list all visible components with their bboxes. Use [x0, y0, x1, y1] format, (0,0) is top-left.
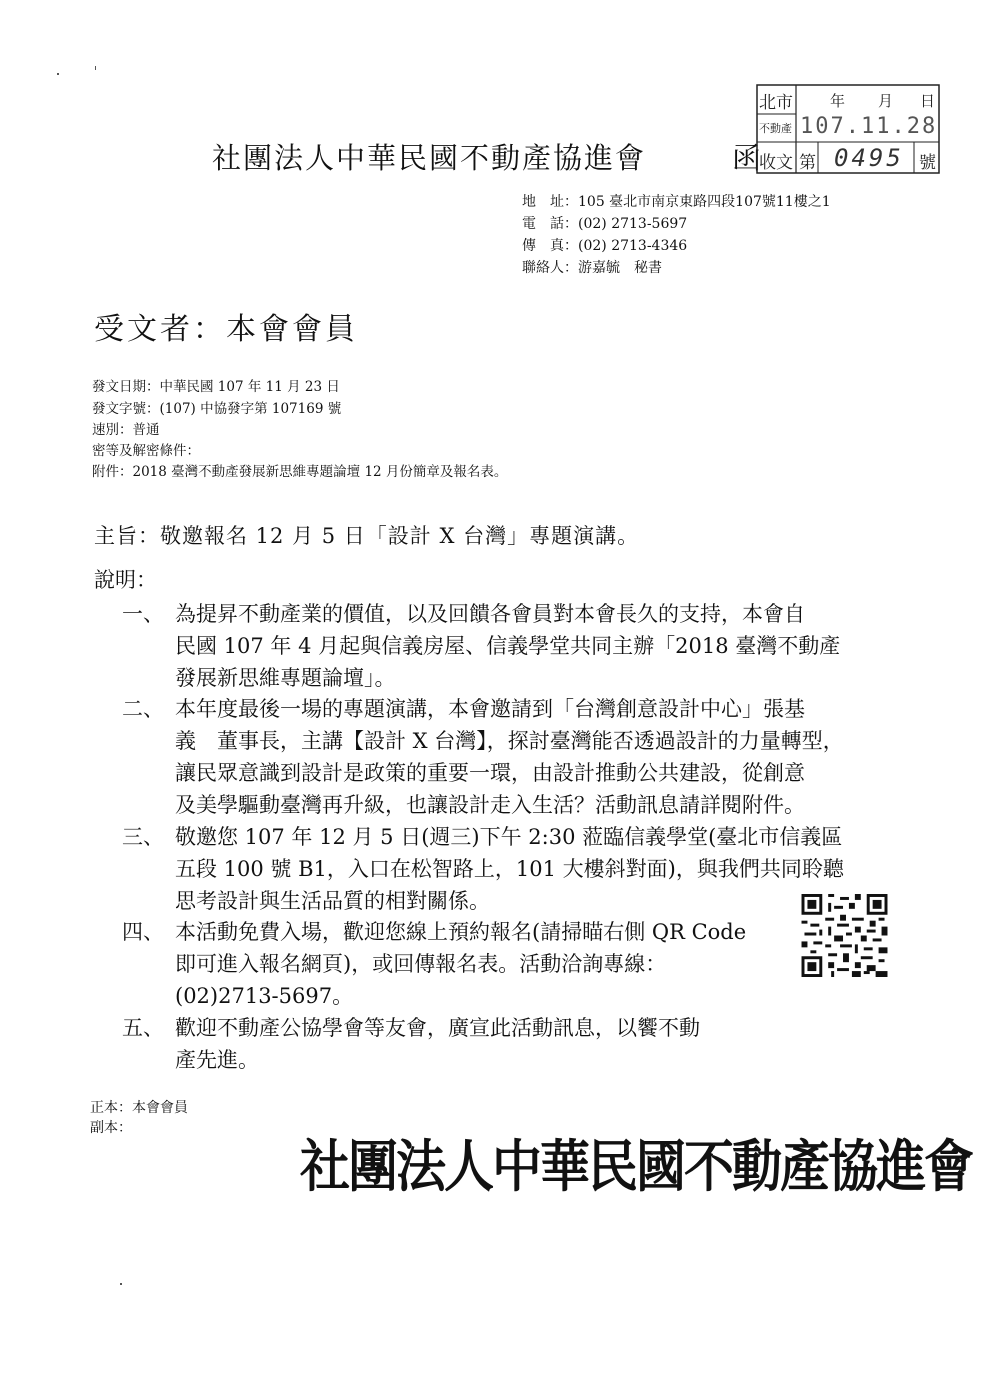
issue-number: 發文字號：(107) 中協發字第 107169 號 [92, 401, 342, 417]
speed-class: 速別：普通 [92, 422, 160, 438]
scan-speck [120, 1283, 122, 1285]
original-recipient: 正本：本會會員 [90, 1100, 188, 1116]
item-line: 發展新思維專題論壇」。 [175, 666, 396, 690]
secrecy-condition: 密等及解密條件： [92, 443, 200, 459]
stamp-date: 107.11.28 [800, 114, 938, 139]
item-line: 讓民眾意識到設計是政策的重要一環，由設計推動公共建設，從創意 [175, 761, 805, 785]
item-line: 民國 107 年 4 月起與信義房屋、信義學堂共同主辦「2018 臺灣不動產 [175, 634, 841, 658]
item-line: 即可進入報名網頁)，或回傳報名表。活動洽詢專線： [175, 952, 667, 976]
contact-address: 地 址：105 臺北市南京東路四段107號11樓之1 [522, 194, 831, 210]
explain-label: 說明： [94, 568, 157, 592]
organization-seal: 社團法人中華民國不動產協進會 [300, 1133, 972, 1200]
item-number: 一、 [122, 602, 164, 626]
item-number: 二、 [122, 697, 164, 721]
document-type: 函 [732, 141, 762, 175]
stamp-month-label: 月 [878, 92, 894, 110]
item-line: 歡迎不動產公協學會等友會，廣宣此活動訊息，以饗不動 [175, 1016, 700, 1040]
scan-speck [57, 73, 59, 75]
qr-code-icon[interactable] [801, 894, 888, 977]
item-line: 產先進。 [175, 1048, 259, 1072]
item-line: 義 董事長，主講【設計 X 台灣】，探討臺灣能否透過設計的力量轉型， [175, 729, 844, 753]
stamp-no-prefix: 第 [799, 153, 816, 173]
item-number: 三、 [122, 825, 164, 849]
stamp-number: 0495 [834, 144, 904, 172]
receipt-stamp [756, 84, 940, 174]
scan-speck [95, 66, 96, 70]
item-line: 本活動免費入場，歡迎您線上預約報名(請掃瞄右側 QR Code [175, 920, 747, 944]
item-line: 五段 100 號 B1，入口在松智路上，101 大樓斜對面)，與我們共同聆聽 [175, 857, 844, 881]
attachment: 附件：2018 臺灣不動產發展新思維專題論壇 12 月份簡章及報名表。 [92, 464, 508, 480]
item-line: 及美學驅動臺灣再升級，也讓設計走入生活？活動訊息請詳閱附件。 [175, 793, 805, 817]
subject: 主旨：敬邀報名 12 月 5 日「設計 X 台灣」專題演講。 [94, 524, 640, 548]
item-line: (02)2713-5697。 [175, 984, 354, 1008]
contact-fax: 傳 真：(02) 2713-4346 [522, 238, 688, 254]
document-title: 社團法人中華民國不動產協進會 [212, 141, 647, 175]
item-line: 為提昇不動產業的價值，以及回饋各會員對本會長久的支持，本會自 [175, 602, 805, 626]
stamp-dept: 不動產 [759, 122, 792, 135]
stamp-city: 北市 [759, 93, 793, 113]
item-line: 敬邀您 107 年 12 月 5 日(週三)下午 2:30 蒞臨信義學堂(臺北市信義區 [175, 825, 843, 849]
recipient: 受文者：本會會員 [94, 312, 358, 347]
issue-date: 發文日期：中華民國 107 年 11 月 23 日 [92, 379, 340, 395]
contact-phone: 電 話：(02) 2713-5697 [522, 216, 688, 232]
item-number: 五、 [122, 1016, 164, 1040]
item-line: 思考設計與生活品質的相對關係。 [175, 889, 490, 913]
copy-recipient: 副本： [90, 1120, 132, 1136]
stamp-day-label: 日 [920, 92, 936, 110]
item-line: 本年度最後一場的專題演講，本會邀請到「台灣創意設計中心」張基 [175, 697, 805, 721]
contact-person: 聯絡人：游嘉毓 秘書 [522, 260, 662, 276]
stamp-year-label: 年 [830, 92, 846, 110]
stamp-received: 收文 [759, 153, 793, 173]
stamp-no-suffix: 號 [919, 153, 936, 173]
item-number: 四、 [122, 920, 164, 944]
